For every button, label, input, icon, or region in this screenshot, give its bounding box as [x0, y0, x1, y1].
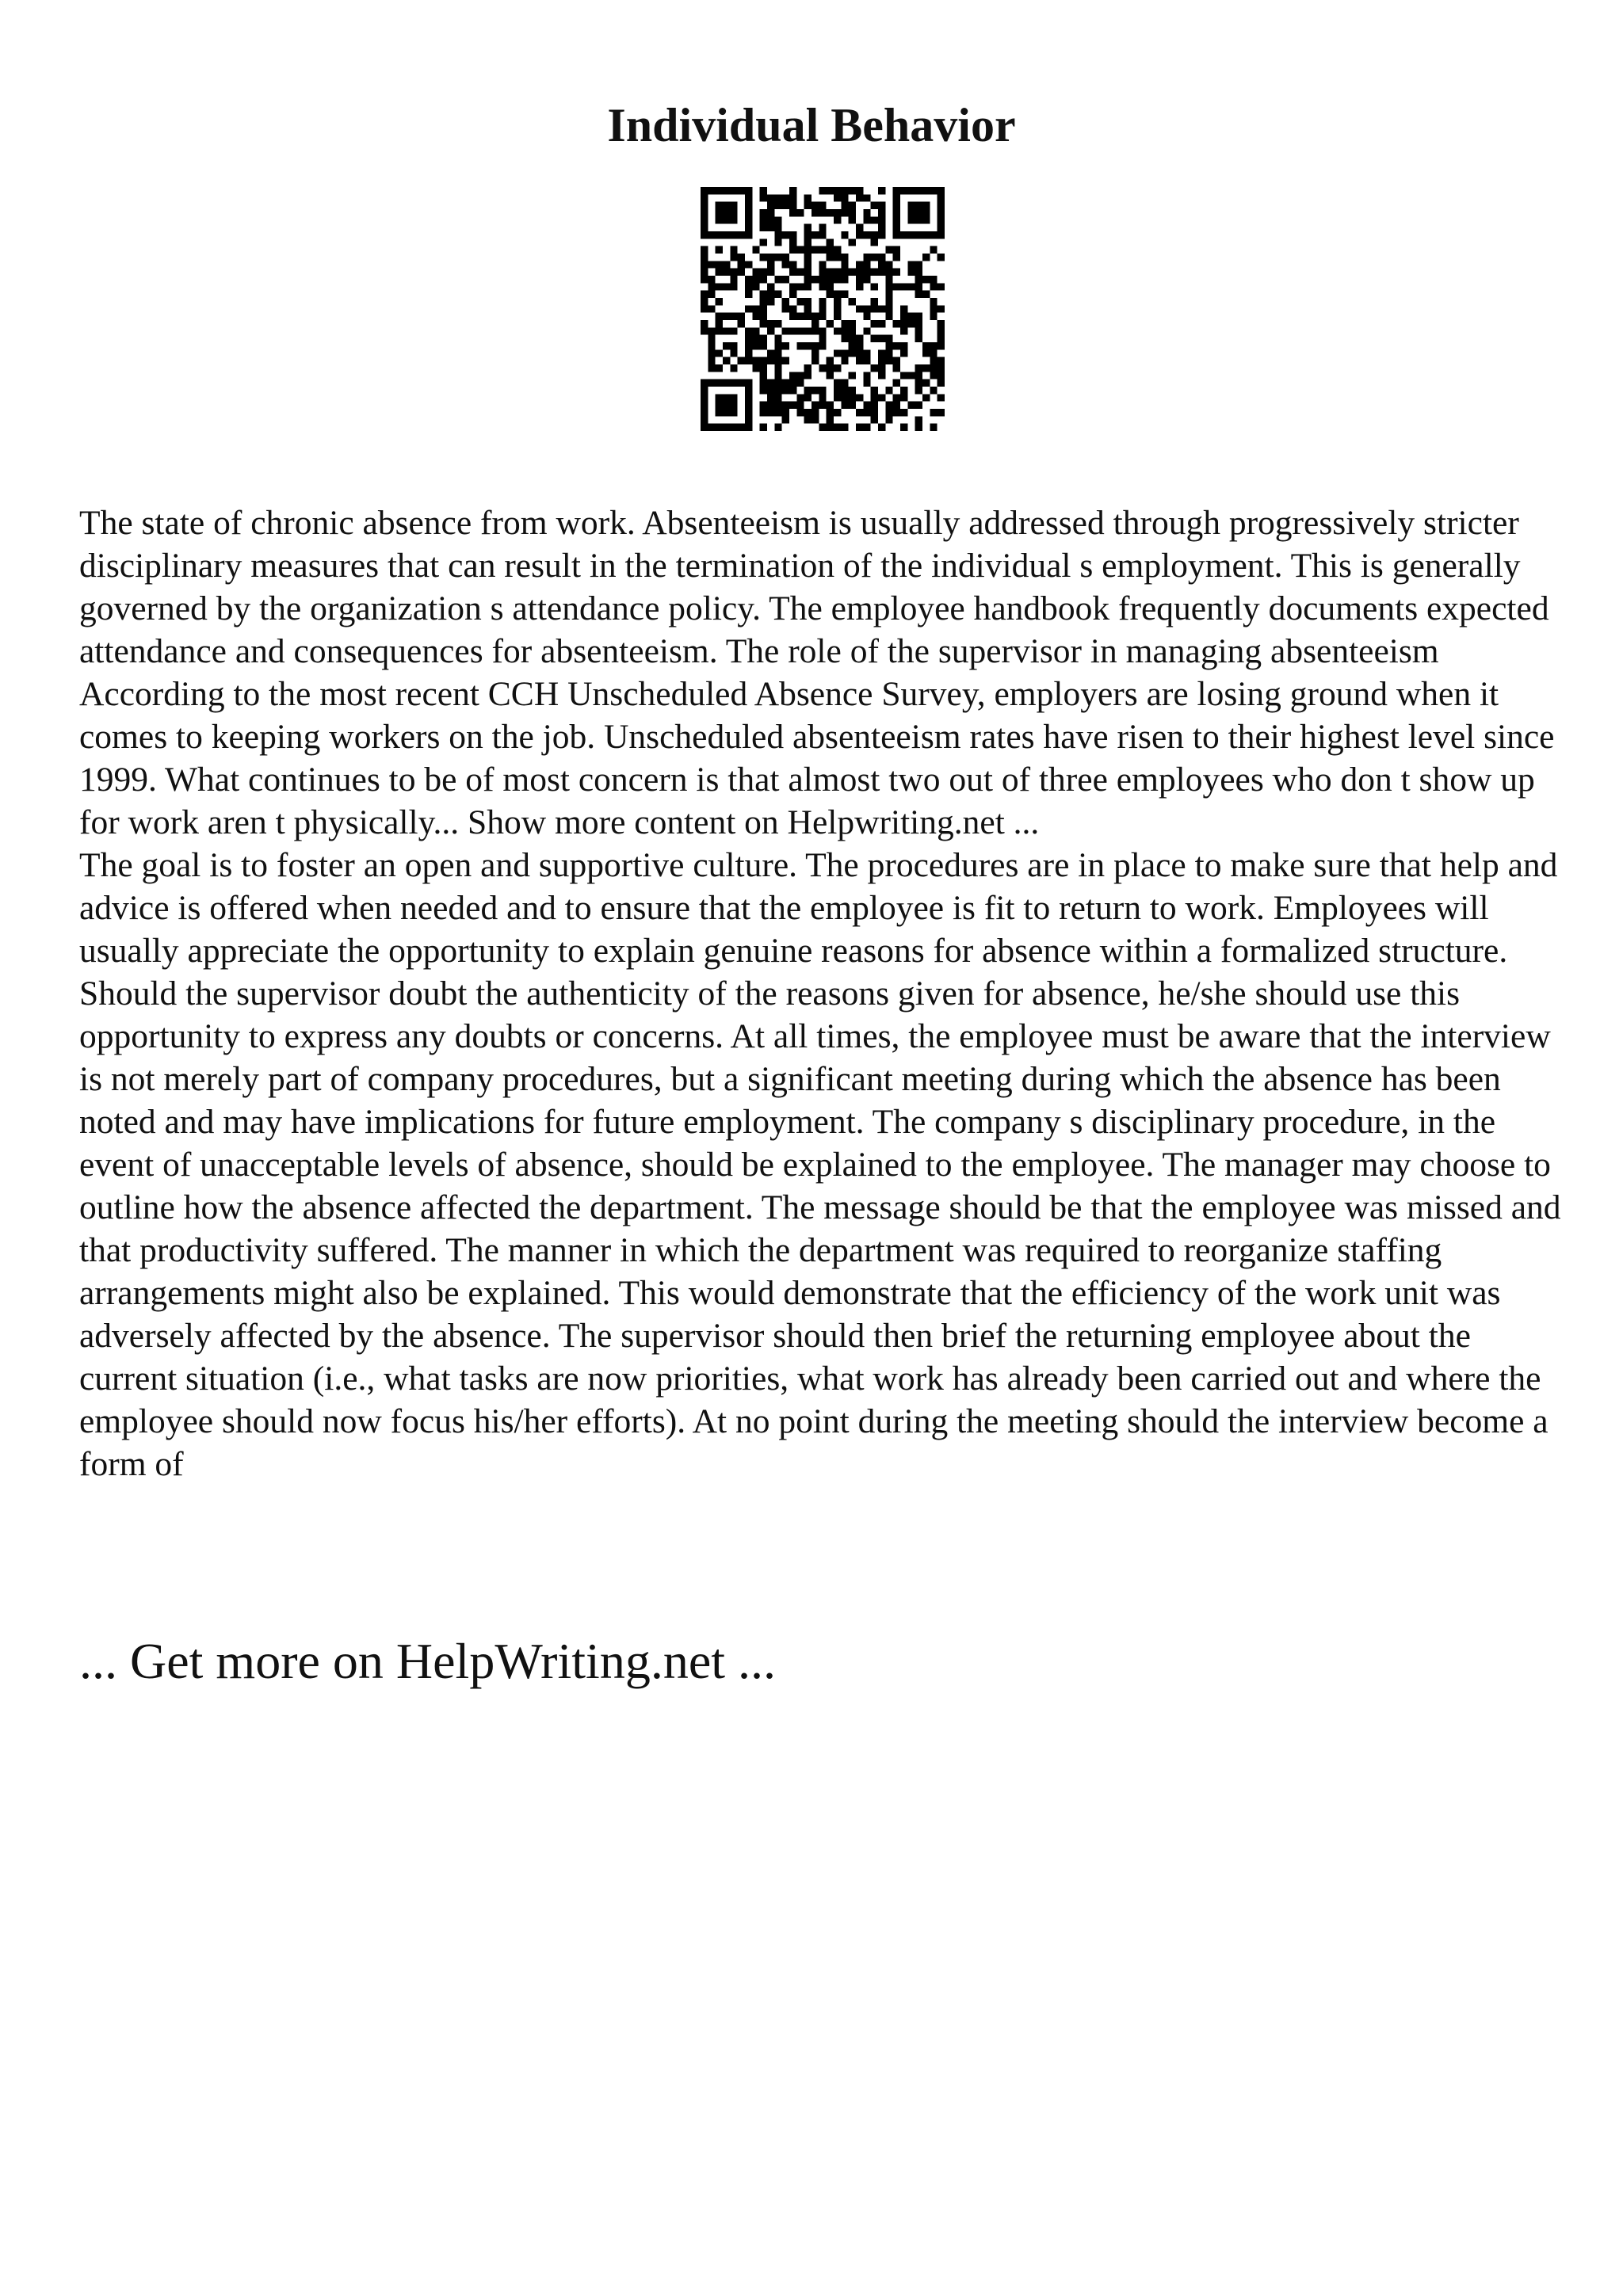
paragraph-1: The state of chronic absence from work. Absenteeism is usually addressed through progressively stricter disciplinary measures that can result in the termination of the individual s employment. This is generally governed by the organization s attendance policy. The employee handbook frequently documents expected attendance and consequences for absenteeism. The role of the supervisor in managing absenteeism According to the most recent CCH Unscheduled Absence Survey, employers are losing ground when it comes to keeping workers on the job. Unscheduled absenteeism rates have risen to their highest level since 1999. What continues to be of most concern is that almost two out of three employees who don t show up for work aren t physically... Show more content on Helpwriting.net ... — [79, 504, 1555, 841]
paragraph-2: The goal is to foster an open and supportive culture. The procedures are in place to make sure that help and advice is offered when needed and to ensure that the employee is fit to return to work. Employees will usually appreciate the opportunity to explain genuine reasons for absence within a formalized structure. Should the supervisor doubt the authenticity of the reasons given for absence, he/she should use this opportunity to express any doubts or concerns. At all times, the employee must be aware that the interview is not merely part of company procedures, but a significant meeting during which the absence has been noted and may have implications for future employment. The company s disciplinary procedure, in the event of unacceptable levels of absence, should be explained to the employee. The manager may choose to outline how the absence affected the department. The message should be that the employee was missed and that productivity suffered. The manner in which the department was required to reorganize staffing arrangements might also be explained. This would demonstrate that the efficiency of the work unit was adversely affected by the absence. The supervisor should then brief the returning employee about the current situation (i.e., what tasks are now priorities, what work has already been carried out and where the employee should now focus his/her efforts). At no point during the meeting should the interview become a form of — [79, 846, 1561, 1483]
document-body — [79, 502, 1569, 1486]
get-more-link[interactable]: ... Get more on HelpWriting.net ... — [79, 1633, 776, 1689]
qr-code-icon — [701, 187, 945, 431]
document-title: Individual Behavior — [607, 99, 1016, 151]
qr-code-graphic — [701, 187, 945, 431]
